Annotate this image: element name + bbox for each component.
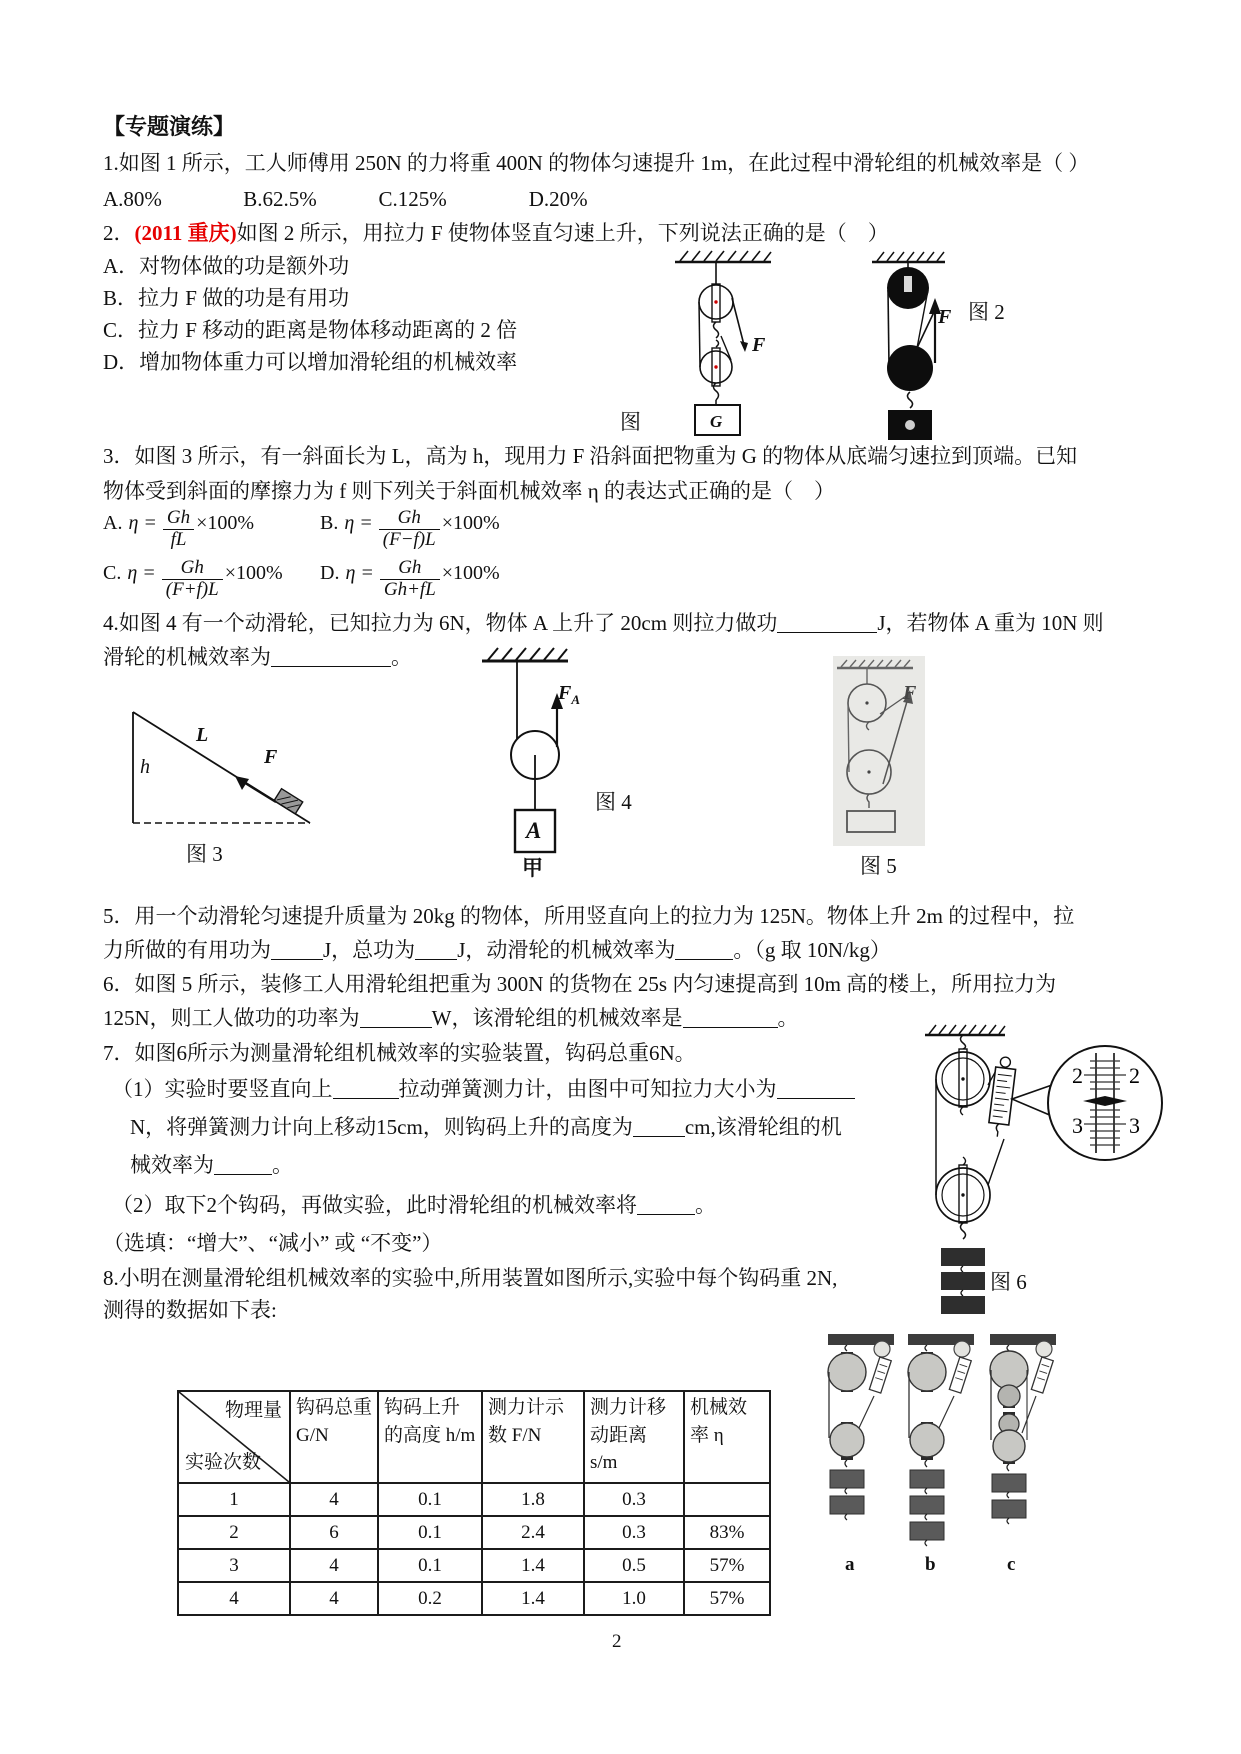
question-4-line2: [103, 644, 412, 670]
table-diagonal-header: [178, 1391, 290, 1483]
table-row: 4 4 0.2 1.4 1.0 57%: [178, 1582, 770, 1615]
q7-note: （选填：“增大”、“减小” 或 “不变”）: [103, 1231, 443, 1255]
question-2-text: [103, 220, 889, 246]
diag-top-label: 物理量: [224, 1400, 282, 1421]
fig4-block-label: A: [526, 818, 542, 843]
q6-blank-1: [360, 1010, 432, 1028]
q1-option-c: C.125%: [378, 187, 447, 211]
question-7-intro: 7．如图6所示为测量滑轮组机械效率的实验装置，钩码总重6N。: [103, 1041, 696, 1065]
fig4-force-label: $F_A$: [558, 682, 581, 707]
question-1-text: 1.如图 1 所示，工人师傅用 250N 的力将重 400N 的物体匀速提升 1m，在此过程中滑轮组的机械效率是（ ）: [103, 151, 1090, 175]
q4-blank-2: [271, 649, 391, 667]
fig3-length-label: L: [196, 724, 209, 746]
question-6-line2: 125N，则工人做功的功率为 W，该滑轮组的机械效率是 。: [103, 1006, 799, 1030]
fig1-force-label: F: [752, 334, 766, 356]
question-5-line2: 力所做的有用功为 J，总功为 J，动滑轮的机械效率为 。（g 取 10N/kg）: [103, 938, 891, 962]
q3a-times: ×100%: [196, 511, 255, 534]
fig6-caption: 图 6: [990, 1270, 1027, 1294]
q7-sub1-line2: N，将弹簧测力计向上移动15cm，则钩码上升的高度为 cm,该滑轮组的机: [130, 1115, 842, 1139]
q7-blank-1: [333, 1081, 399, 1099]
setup-a: [828, 1334, 894, 1520]
q2-year-tag: (2011 重庆): [134, 221, 237, 245]
q3d-times: ×100%: [441, 561, 500, 584]
q7-sub2-line: （2）取下2个钩码，再做实验，此时滑轮组的机械效率将 。: [112, 1193, 716, 1217]
q3b-times: ×100%: [441, 511, 500, 534]
col-header-efficiency: 机械效率 η: [684, 1391, 770, 1483]
q1-option-d: D.20%: [528, 187, 588, 211]
figure2-pulley-diagram: [865, 248, 960, 443]
page-title: 【专题演练】: [103, 114, 236, 139]
experiment-data-table: [177, 1390, 771, 1616]
q2-number: 2．: [103, 221, 135, 245]
q4-text-d: 。: [391, 645, 412, 669]
scale-number-3-right: 3: [1129, 1113, 1140, 1138]
setup-b: [908, 1334, 974, 1546]
col-header-weight: 钩码总重 G/N: [290, 1391, 378, 1483]
spring-scale: [987, 1056, 1017, 1138]
q3-option-c-formula: [103, 558, 283, 601]
q2-option-c: C．拉力 F 移动的距离是物体移动距离的 2 倍: [103, 318, 518, 342]
table-row: 1 4 0.1 1.8 0.3: [178, 1483, 770, 1516]
question-3-line1: 3．如图 3 所示，有一斜面长为 L，高为 h，现用力 F 沿斜面把物重为 G 的物体从底端匀速拉到顶端。已知: [103, 444, 1078, 468]
q2-option-d: D．增加物体重力可以增加滑轮组的机械效率: [103, 350, 518, 374]
q7-blank-5: [637, 1197, 695, 1215]
scale-number-2-right: 2: [1129, 1063, 1140, 1088]
question-8-line1: 8.小明在测量滑轮组机械效率的实验中,所用装置如图所示,实验中每个钩码重 2N,: [103, 1266, 838, 1290]
q7-blank-4: [214, 1157, 272, 1175]
fig1-weight-label: G: [710, 412, 723, 431]
q4-text-b: J，若物体 A 重为 10N 则: [877, 611, 1104, 635]
fig2-caption: 图 2: [968, 300, 1005, 324]
q7-blank-2: [777, 1081, 855, 1099]
page-number: 2: [612, 1631, 622, 1652]
q3d-fraction: $\frac{Gh}{Gh+fL}$: [380, 558, 440, 601]
question-3-line2: 物体受到斜面的摩擦力为 f 则下列关于斜面机械效率 η 的表达式正确的是（ ）: [103, 479, 835, 503]
q3a-fraction: $\frac{Gh}{fL}$: [163, 508, 194, 551]
q1-option-b: B.62.5%: [243, 187, 317, 211]
q4-text-a: 4.如图 4 有一个动滑轮，已知拉力为 6N，物体 A 上升了 20cm 则拉力做功: [103, 611, 778, 635]
q3c-times: ×100%: [224, 561, 283, 584]
q3c-fraction: $\frac{Gh}{(F+f)L}$: [162, 558, 223, 601]
table-row: 2 6 0.1 2.4 0.3 83%: [178, 1516, 770, 1549]
q5-blank-3: [675, 942, 733, 960]
q3c-label: C.: [103, 561, 122, 584]
q3b-fraction: $\frac{Gh}{(F-f)L}$: [379, 508, 440, 551]
question-4-line1: [103, 610, 1104, 636]
fig1-caption: 图: [620, 410, 641, 434]
col-header-distance: 测力计移动距离 s/m: [584, 1391, 684, 1483]
fig3-caption: 图 3: [186, 842, 223, 866]
fig5-force-label: F: [903, 682, 917, 704]
q2-option-a: A．对物体做的功是额外功: [103, 254, 350, 278]
q3-option-d-formula: [320, 558, 500, 601]
question-1-options: [103, 186, 588, 212]
q3c-eta: η =: [127, 561, 156, 584]
fig4-sub-label: 甲: [522, 856, 543, 880]
q7-sub1-line1: （1）实验时要竖直向上 拉动弹簧测力计，由图中可知拉力大小为: [112, 1076, 855, 1102]
diag-bottom-label: 实验次数: [185, 1452, 262, 1474]
q3b-label: B.: [320, 511, 339, 534]
question-6-line1: 6．如图 5 所示，装修工人用滑轮组把重为 300N 的货物在 25s 内匀速提高到 10m 高的楼上，所用拉力为: [103, 972, 1057, 996]
q7-blank-3: [633, 1119, 685, 1137]
q3a-eta: η =: [128, 511, 157, 534]
figure6-experiment-diagram: [900, 1013, 1175, 1328]
q3a-label: A.: [103, 511, 123, 534]
q3-option-a-formula: [103, 508, 254, 551]
q1-option-a: A.80%: [103, 187, 162, 211]
fig2-force-label: F: [938, 306, 952, 328]
fig3-force-label: F: [264, 746, 278, 768]
fig4-caption: 图 4: [595, 790, 632, 814]
q2-body: 如图 2 所示，用拉力 F 使物体竖直匀速上升，下列说法正确的是（ ）: [236, 221, 889, 245]
scale-number-2-left: 2: [1072, 1063, 1083, 1088]
col-header-height: 钩码上升的高度 h/m: [378, 1391, 482, 1483]
setup-c: [990, 1334, 1056, 1524]
scale-number-3-left: 3: [1072, 1113, 1083, 1138]
fig3-height-label: h: [140, 756, 150, 778]
fig-abc-label-a: a: [845, 1554, 855, 1575]
q4-text-c: 滑轮的机械效率为: [103, 645, 271, 669]
fig-abc-label-c: c: [1007, 1554, 1016, 1575]
q4-blank-1: [777, 615, 877, 633]
question-5-line1: 5．用一个动滑轮匀速提升质量为 20kg 的物体，所用竖直向上的拉力为 125N。物体上升 2m 的过程中，拉: [103, 904, 1075, 928]
q3d-eta: η =: [345, 561, 374, 584]
table-header-row: [178, 1391, 770, 1483]
fig-abc-label-b: b: [925, 1554, 936, 1575]
figure8-abc-pulley-diagrams: [820, 1328, 1160, 1578]
q5-blank-1: [271, 942, 323, 960]
q3-option-b-formula: [320, 508, 500, 551]
q3d-label: D.: [320, 561, 340, 584]
fig5-caption: 图 5: [860, 854, 897, 878]
q5-blank-2: [415, 942, 457, 960]
q2-option-b: B．拉力 F 做的功是有用功: [103, 286, 350, 310]
col-header-force: 测力计示数 F/N: [482, 1391, 584, 1483]
q3b-eta: η =: [344, 511, 373, 534]
q7-sub1-line3: 械效率为 。: [130, 1153, 293, 1177]
q6-blank-2: [683, 1010, 778, 1028]
table-row: 3 4 0.1 1.4 0.5 57%: [178, 1549, 770, 1582]
question-8-line2: 测得的数据如下表:: [103, 1298, 277, 1322]
